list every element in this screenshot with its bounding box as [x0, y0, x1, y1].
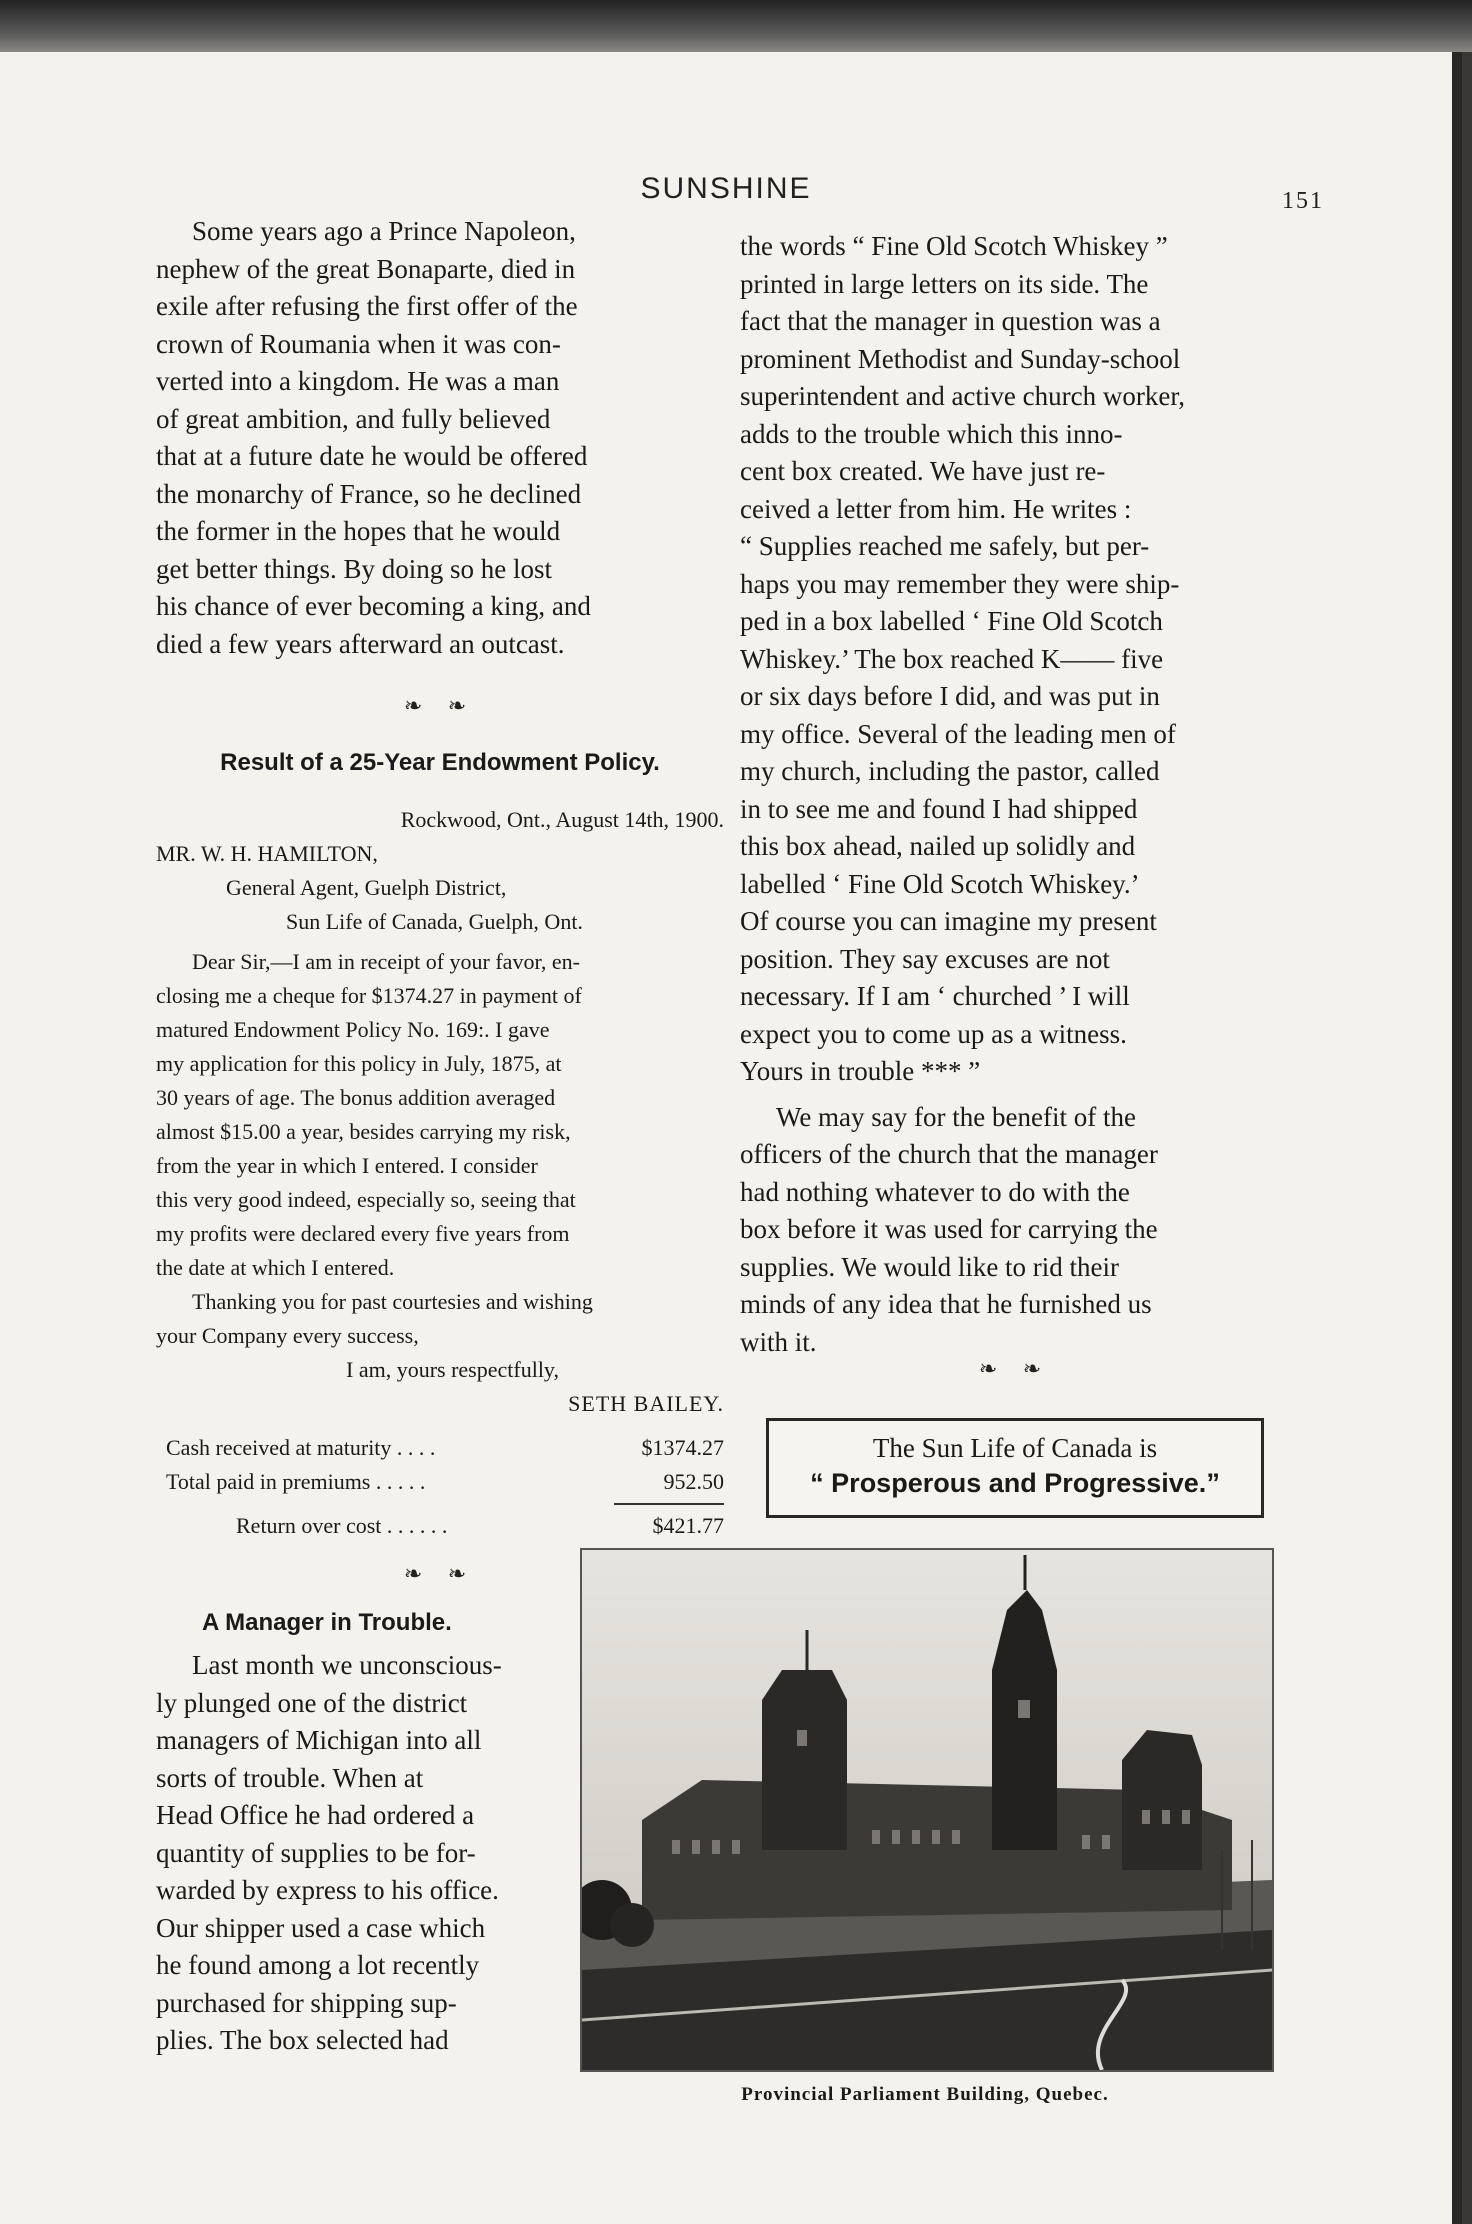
text-line: expect you to come up as a witness.: [740, 1018, 1127, 1049]
text-line: of great ambition, and fully believed: [156, 403, 551, 434]
summary-row: [166, 1431, 724, 1465]
signature: SETH BAILEY.: [568, 1391, 724, 1416]
section-ornament: ❧ ❧: [403, 1561, 477, 1586]
running-head: SUNSHINE: [640, 172, 812, 205]
summary-value: $421.77: [652, 1513, 724, 1538]
endowment-letter: [156, 803, 724, 1421]
text-line: or six days before I did, and was put in: [740, 681, 1160, 711]
letter-line: my profits were declared every five years from: [156, 1221, 570, 1246]
photo-caption: Provincial Parliament Building, Quebec.: [741, 2084, 1109, 2105]
text-line: necessary. If I am ‘ churched ’ I will: [740, 981, 1130, 1011]
text-line: the former in the hopes that he would: [156, 516, 561, 546]
page-number: 151: [1282, 188, 1324, 214]
text-line: “ Supplies reached me safely, but per-: [740, 531, 1150, 561]
manager-article: [156, 1647, 540, 2060]
sum-rule: [614, 1503, 724, 1505]
text-line: haps you may remember they were ship-: [740, 568, 1180, 599]
text-line: my church, including the pastor, called: [740, 756, 1160, 786]
text-line: labelled ‘ Fine Old Scotch Whiskey.’: [740, 868, 1140, 899]
text-line: that at a future date he would be offered: [156, 441, 588, 471]
letter-line: the date at which I entered.: [156, 1255, 395, 1280]
letter-line: Dear Sir,—I am in receipt of your favor, en-: [192, 949, 580, 974]
manager-article-continued: [740, 228, 1324, 1361]
text-line: We may say for the benefit of the: [776, 1101, 1136, 1132]
letter-line: my application for this policy in July, 1875, at: [156, 1051, 562, 1076]
banner-line-2: “ Prosperous and Progressive.”: [810, 1468, 1220, 1498]
text-line: sorts of trouble. When at: [156, 1762, 424, 1793]
summary-return-row: [166, 1509, 724, 1543]
letter-line: from the year in which I entered. I consider: [156, 1153, 538, 1178]
letter-line: matured Endowment Policy No. 169:. I gave: [156, 1017, 550, 1042]
parliament-photo: [580, 1548, 1274, 2072]
text-line: purchased for shipping sup-: [156, 1987, 457, 2018]
text-line: quantity of supplies to be for-: [156, 1837, 476, 1868]
text-line: Of course you can imagine my present: [740, 906, 1157, 936]
text-line: Last month we unconscious-: [192, 1650, 502, 1680]
letter-line: 30 years of age. The bonus addition averaged: [156, 1085, 556, 1110]
text-line: cent box created. We have just re-: [740, 456, 1106, 486]
text-line: verted into a kingdom. He was a man: [156, 366, 560, 396]
text-line: with it.: [740, 1326, 817, 1357]
letter-line: almost $15.00 a year, besides carrying my risk,: [156, 1119, 571, 1144]
summary-value: 952.50: [663, 1469, 724, 1494]
text-line: position. They say excuses are not: [740, 943, 1110, 974]
text-line: crown of Roumania when it was con-: [156, 328, 561, 359]
endowment-heading: Result of a 25-Year Endowment Policy.: [220, 749, 660, 776]
text-line: my office. Several of the leading men of: [740, 718, 1176, 749]
text-line: Whiskey.’ The box reached K—— five: [740, 643, 1164, 674]
scan-top-strip: [0, 0, 1472, 52]
text-line: officers of the church that the manager: [740, 1139, 1158, 1169]
summary-label: Total paid in premiums . . . . .: [166, 1469, 426, 1494]
text-line: the monarchy of France, so he declined: [156, 478, 582, 509]
section-ornament: ❧ ❧: [978, 1356, 1052, 1381]
closing-line: I am, yours respectfully,: [346, 1357, 560, 1382]
text-line: minds of any idea that he furnished us: [740, 1289, 1152, 1319]
text-line: Yours in trouble *** ”: [740, 1056, 981, 1086]
sun-life-banner: [766, 1418, 1264, 1518]
text-line: had nothing whatever to do with the: [740, 1176, 1130, 1207]
address-line: MR. W. H. HAMILTON,: [156, 841, 378, 866]
text-line: died a few years afterward an outcast.: [156, 628, 565, 659]
text-line: in to see me and found I had shipped: [740, 793, 1138, 824]
manager-heading: A Manager in Trouble.: [202, 1609, 452, 1636]
text-line: ly plunged one of the district: [156, 1687, 468, 1718]
letter-line: closing me a cheque for $1374.27 in payment of: [156, 983, 582, 1008]
letter-line: Thanking you for past courtesies and wishing: [192, 1289, 593, 1314]
text-line: managers of Michigan into all: [156, 1725, 482, 1755]
letter-line: your Company every success,: [156, 1323, 419, 1348]
section-ornament: ❧ ❧: [403, 693, 477, 718]
text-line: adds to the trouble which this inno-: [740, 418, 1123, 449]
summary-value: $1374.27: [641, 1435, 724, 1460]
banner-line-1: The Sun Life of Canada is: [872, 1433, 1158, 1463]
text-line: he found among a lot recently: [156, 1950, 480, 1980]
summary-label: Return over cost . . . . . .: [236, 1513, 448, 1538]
napoleon-article: [156, 213, 724, 663]
text-line: plies. The box selected had: [156, 2025, 449, 2055]
text-line: Our shipper used a case which: [156, 1912, 486, 1943]
text-line: get better things. By doing so he lost: [156, 553, 552, 584]
text-line: prominent Methodist and Sunday-school: [740, 343, 1181, 374]
dateline: Rockwood, Ont., August 14th, 1900.: [400, 807, 724, 832]
text-line: fact that the manager in question was a: [740, 306, 1161, 336]
summary-table: [156, 1431, 724, 1543]
text-line: printed in large letters on its side. The: [740, 268, 1149, 299]
address-line: General Agent, Guelph District,: [226, 875, 507, 900]
text-line: Head Office he had ordered a: [156, 1800, 475, 1830]
text-line: the words “ Fine Old Scotch Whiskey ”: [740, 231, 1168, 261]
text-line: ped in a box labelled ‘ Fine Old Scotch: [740, 606, 1163, 636]
summary-row: [166, 1465, 724, 1499]
text-line: warded by express to his office.: [156, 1875, 499, 1905]
letter-line: this very good indeed, especially so, seeing that: [156, 1187, 576, 1212]
address-line: Sun Life of Canada, Guelph, Ont.: [286, 909, 583, 934]
parliament-building-illustration: [582, 1550, 1272, 2070]
summary-label: Cash received at maturity . . . .: [166, 1435, 436, 1460]
text-line: this box ahead, nailed up solidly and: [740, 831, 1136, 861]
text-line: supplies. We would like to rid their: [740, 1251, 1120, 1282]
text-line: nephew of the great Bonaparte, died in: [156, 253, 576, 284]
text-line: superintendent and active church worker,: [740, 381, 1185, 411]
right-column: [740, 228, 1324, 1361]
text-line: ceived a letter from him. He writes :: [740, 493, 1132, 524]
text-line: exile after refusing the first offer of the: [156, 291, 578, 321]
text-line: his chance of ever becoming a king, and: [156, 591, 591, 621]
text-line: Some years ago a Prince Napoleon,: [192, 216, 576, 246]
text-line: box before it was used for carrying the: [740, 1214, 1158, 1244]
